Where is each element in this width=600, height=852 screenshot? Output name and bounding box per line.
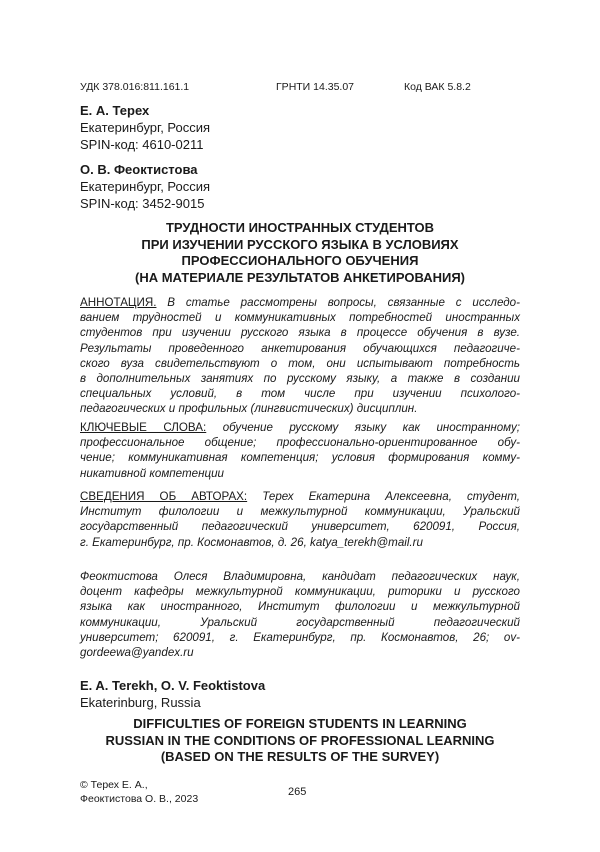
author-block-1 <box>80 102 210 153</box>
author-city: Екатеринбург, Россия <box>80 120 211 135</box>
author-name: Е. А. Терех <box>80 103 150 118</box>
author-spin: SPIN-код: 4610-0211 <box>80 137 204 152</box>
english-author-names: E. A. Terekh, O. V. Feoktistova <box>80 678 266 693</box>
copyright-line: © Терех Е. А., <box>80 779 148 791</box>
abstract-text: В статье рассмотрены вопросы, связанные с исследо- <box>156 296 520 309</box>
author-info <box>80 489 520 550</box>
title-line: ПРОФЕССИОНАЛЬНОГО ОБУЧЕНИЯ <box>181 253 419 268</box>
keywords-label: КЛЮЧЕВЫЕ СЛОВА: <box>80 421 207 434</box>
author-info-line: языка как иностранного, Институт филологии и межкультурной <box>80 600 520 614</box>
author-info-line: Институт филологии и межкультурной коммуникации, Уральский <box>80 505 520 519</box>
author-spin: SPIN-код: 3452-9015 <box>80 196 205 211</box>
title-line: DIFFICULTIES OF FOREIGN STUDENTS IN LEARNING <box>133 716 467 731</box>
keywords-text: обучение русскому языку как иностранному; <box>206 421 520 434</box>
udk-code: УДК 378.016:811.161.1 <box>80 81 190 93</box>
author-info-line: государственный педагогический университет, 620091, Россия, <box>80 520 520 534</box>
author-info-second <box>80 569 520 660</box>
keywords <box>80 420 520 481</box>
english-authors <box>80 677 265 711</box>
abstract <box>80 295 520 417</box>
vak-code: Код ВАК 5.8.2 <box>404 81 471 93</box>
abstract-line: ванием трудностей и коммуникативных потребностей иностранных <box>80 311 520 325</box>
title-line: (BASED ON THE RESULTS OF THE SURVEY) <box>160 749 440 764</box>
author-info-line: gordeewa@yandex.ru <box>80 645 194 659</box>
author-info-line: университет; 620091, г. Екатеринбург, пр. Космонавтов, 26; ov- <box>80 630 520 644</box>
author-info-text: Терех Екатерина Алексеевна, студент, <box>247 490 520 503</box>
copyright-line: Феоктистова О. В., 2023 <box>80 793 199 805</box>
copyright <box>80 778 198 806</box>
keywords-line: никативной компетенции <box>80 466 224 480</box>
abstract-line: ского вуза свидетельствуют о том, они испытывают потребность <box>80 356 520 370</box>
keywords-line: профессиональное общение; профессионально-ориентированное обу- <box>80 436 520 450</box>
author-city: Екатеринбург, Россия <box>80 179 211 194</box>
title-line: ПРИ ИЗУЧЕНИИ РУССКОГО ЯЗЫКА В УСЛОВИЯХ <box>141 236 459 252</box>
author-info-label: СВЕДЕНИЯ ОБ АВТОРАХ: <box>80 490 248 503</box>
author-info-line: доцент кафедры межкультурной коммуникации, риторики и русского <box>80 585 520 599</box>
title-line: (НА МАТЕРИАЛЕ РЕЗУЛЬТАТОВ АНКЕТИРОВАНИЯ) <box>134 269 465 285</box>
abstract-line: студентов при изучении русского языка в процессе обучения в вузе. <box>80 326 520 340</box>
author-info-line: Феоктистова Олеся Владимировна, кандидат педагогических наук, <box>80 570 520 583</box>
abstract-label: АННОТАЦИЯ. <box>80 296 157 309</box>
abstract-line: педагогических и профильных (лингвистических) дисциплин. <box>80 402 418 416</box>
keywords-line: чение; коммуникативная компетенция; условия формирования комму- <box>80 451 520 465</box>
abstract-line: в дополнительных занятиях по русскому языку, а также в создании <box>80 371 520 385</box>
grnti-code: ГРНТИ 14.35.07 <box>276 81 355 93</box>
author-info-line: г. Екатеринбург, пр. Космонавтов, д. 26, katya_terekh@mail.ru <box>80 535 423 549</box>
author-info-line: коммуникации, Уральский государственный педагогический <box>80 615 520 629</box>
author-block-2 <box>80 161 210 212</box>
title-line: RUSSIAN IN THE CONDITIONS OF PROFESSIONAL LEARNING <box>105 732 495 748</box>
english-city: Ekaterinburg, Russia <box>80 695 201 710</box>
page-number: 265 <box>288 786 307 798</box>
title-line: ТРУДНОСТИ ИНОСТРАННЫХ СТУДЕНТОВ <box>165 220 434 235</box>
abstract-line: Результаты проведенного анкетирования обучающихся педагогиче- <box>80 341 520 355</box>
abstract-line: специальных условий, в том числе при изучении психолого- <box>80 387 520 401</box>
author-name: О. В. Феоктистова <box>80 162 198 177</box>
article-title-en <box>80 716 520 766</box>
article-title-ru <box>80 220 520 286</box>
